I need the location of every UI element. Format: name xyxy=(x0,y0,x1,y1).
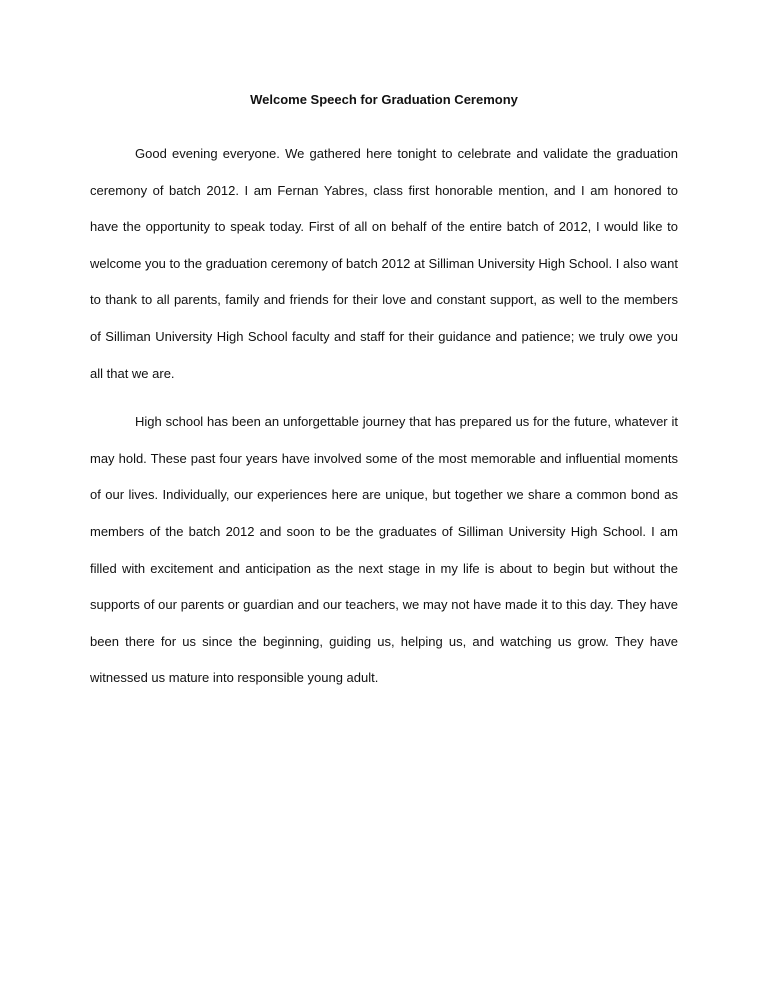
paragraph-1: Good evening everyone. We gathered here tonight to celebrate and validate the graduation ceremony of batch 2012. I am Fernan Yabres, class first honorable mention, and I am honored to have the opportunity to speak today. First of all on behalf of the entire batch of 2012, I would like to welcome you to the graduation ceremony of batch 2012 at Silliman University High School. I also want to thank to all parents, family and friends for their love and constant support, as well to the members of Silliman University High School faculty and staff for their guidance and patience; we truly owe you all that we are. xyxy=(90,146,678,381)
document-title: Welcome Speech for Graduation Ceremony xyxy=(250,92,518,107)
document-body xyxy=(90,88,678,709)
paragraph-2: High school has been an unforgettable journey that has prepared us for the future, whatever it may hold. These past four years have involved some of the most memorable and influential moments of our lives. Individually, our experiences here are unique, but together we share a common bond as members of the batch 2012 and soon to be the graduates of Silliman University High School. I am filled with excitement and anticipation as the next stage in my life is about to begin but without the supports of our parents or guardian and our teachers, we may not have made it to this day. They have been there for us since the beginning, guiding us, helping us, and watching us grow. They have witnessed us mature into responsible young adult. xyxy=(90,414,678,686)
